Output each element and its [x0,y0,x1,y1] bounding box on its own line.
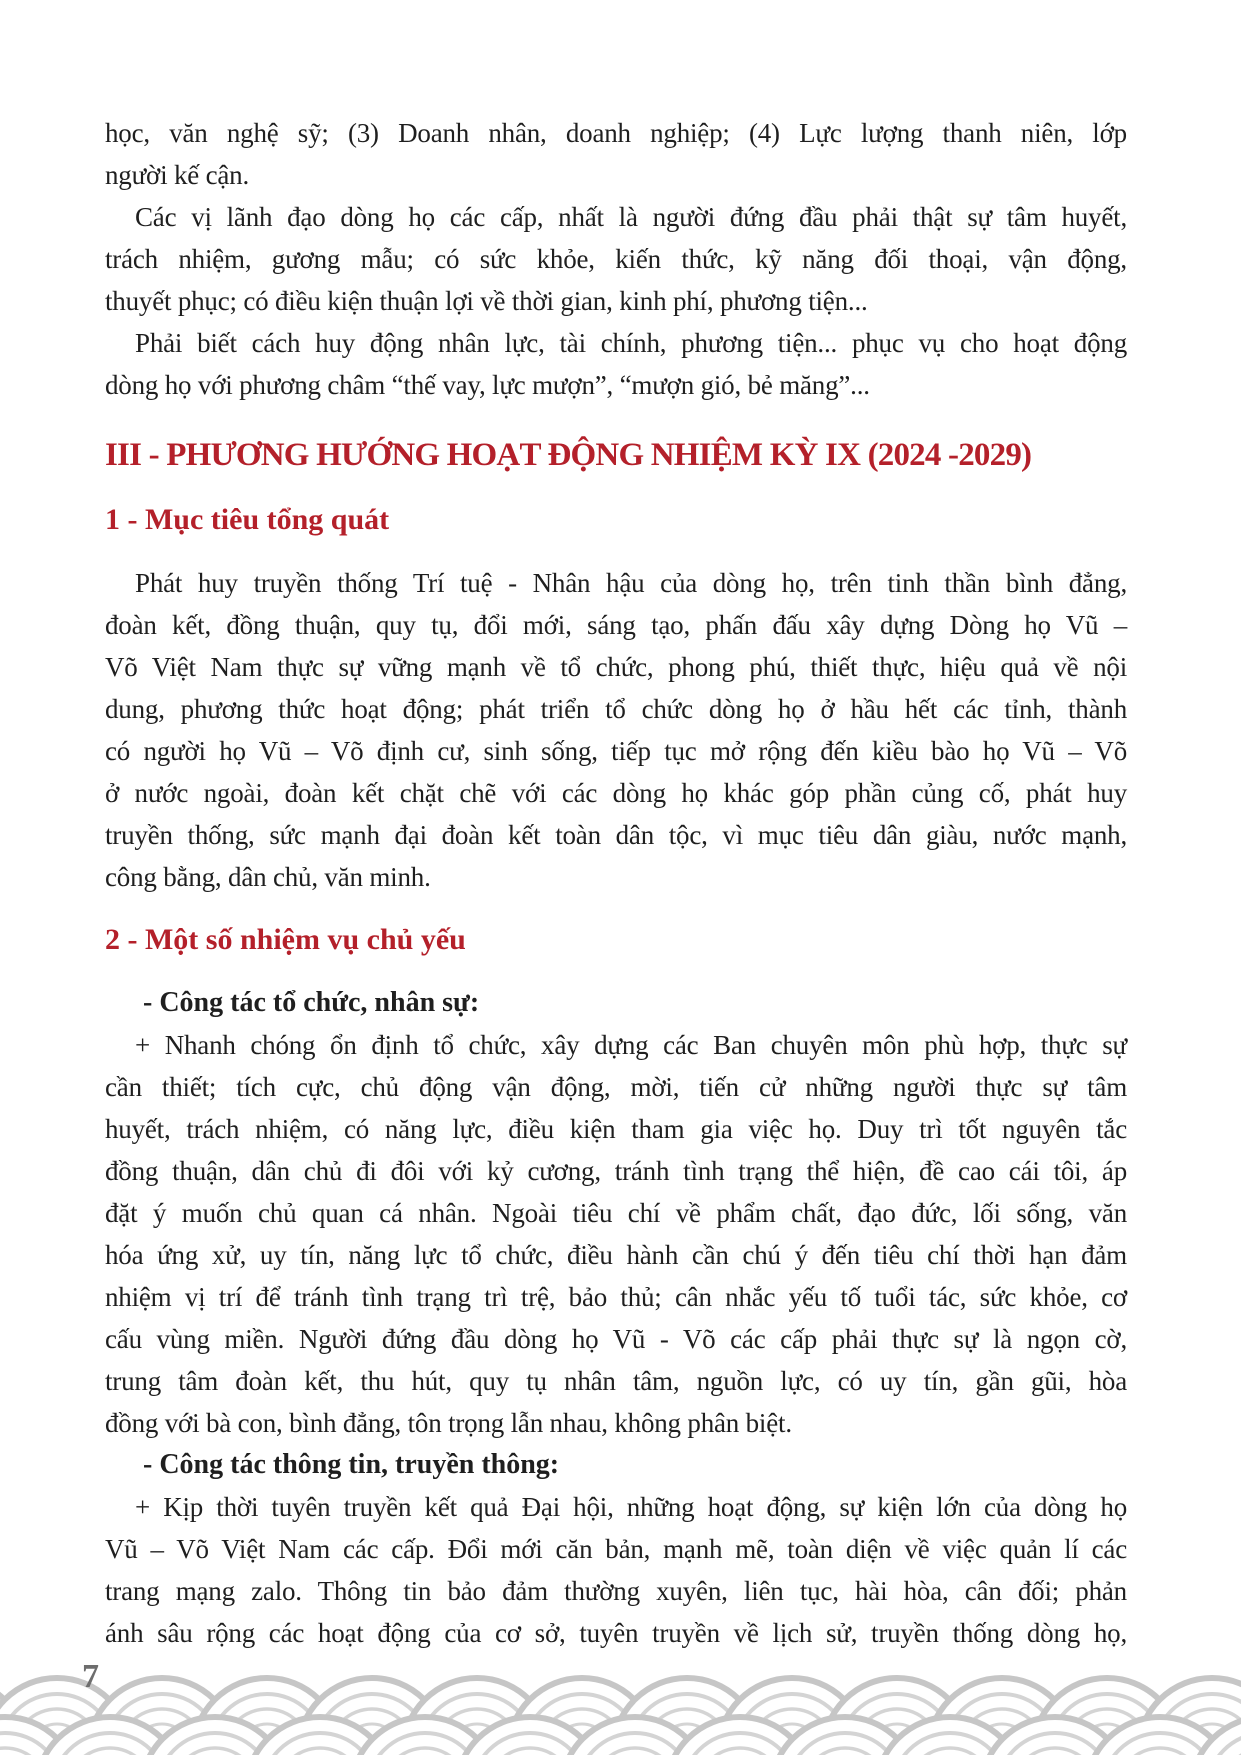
text-line: hóa ứng xử, uy tín, năng lực tổ chức, điều hành cần chú ý đến tiêu chí thời hạn đảm [105,1240,1127,1270]
text-line: cấu vùng miền. Người đứng đầu dòng họ Vũ - Võ các cấp phải thực sự là ngọn cờ, [105,1324,1127,1354]
text-line: học, văn nghệ sỹ; (3) Doanh nhân, doanh nghiệp; (4) Lực lượng thanh niên, lớp [105,118,1127,148]
text-line: người kế cận. [105,160,250,190]
text-line: Phải biết cách huy động nhân lực, tài chính, phương tiện... phục vụ cho hoạt động [135,328,1127,358]
text-line: thuyết phục; có điều kiện thuận lợi về thời gian, kinh phí, phương tiện... [105,286,868,316]
text-line: đồng với bà con, bình đẳng, tôn trọng lẫn nhau, không phân biệt. [105,1408,792,1438]
text-line: Vũ – Võ Việt Nam các cấp. Đổi mới căn bản, mạnh mẽ, toàn diện về việc quản lí các [105,1534,1127,1564]
paragraph [105,196,1127,322]
text-line: ở nước ngoài, đoàn kết chặt chẽ với các dòng họ khác góp phần củng cố, phát huy [105,778,1127,808]
text-line: trung tâm đoàn kết, thu hút, quy tụ nhân tâm, nguồn lực, có uy tín, gần gũi, hòa [105,1366,1127,1396]
wave-pattern-decoration [0,1630,1241,1755]
text-line: đoàn kết, đồng thuận, quy tụ, đổi mới, sáng tạo, phấn đấu xây dựng Dòng họ Vũ – [105,610,1127,640]
text-line: huyết, trách nhiệm, có năng lực, điều kiện tham gia việc họ. Duy trì tốt nguyên tắc [105,1114,1127,1144]
text-line: + Kịp thời tuyên truyền kết quả Đại hội, những hoạt động, sự kiện lớn của dòng họ [135,1492,1127,1522]
text-line: truyền thống, sức mạnh đại đoàn kết toàn dân tộc, vì mục tiêu dân giàu, nước mạnh, [105,820,1127,850]
text-line: nhiệm vị trí để tránh tình trạng trì trệ, bảo thủ; cân nhắc yếu tố tuổi tác, sức khỏe, cơ [105,1282,1127,1312]
paragraph [105,112,1127,196]
paragraph [105,1486,1127,1654]
section-heading: III - PHƯƠNG HƯỚNG HOẠT ĐỘNG NHIỆM KỲ IX (2024 -2029) [105,437,1032,473]
text-line: đặt ý muốn chủ quan cá nhân. Ngoài tiêu chí về phẩm chất, đạo đức, lối sống, văn [105,1198,1127,1228]
text-line: đồng thuận, dân chủ đi đôi với kỷ cương, tránh tình trạng thể hiện, đề cao cái tôi, áp [105,1156,1127,1186]
text-line: cần thiết; tích cực, chủ động vận động, mời, tiến cử những người thực sự tâm [105,1072,1127,1102]
text-line: Võ Việt Nam thực sự vững mạnh về tổ chức, phong phú, thiết thực, hiệu quả về nội [105,652,1127,682]
text-line: Phát huy truyền thống Trí tuệ - Nhân hậu của dòng họ, trên tinh thần bình đẳng, [135,568,1127,598]
bold-run-in-heading: - Công tác thông tin, truyền thông: [143,1449,560,1480]
paragraph [105,562,1127,898]
text-line: dòng họ với phương châm “thế vay, lực mượn”, “mượn gió, bẻ măng”... [105,370,870,400]
subsection-heading: 2 - Một số nhiệm vụ chủ yếu [105,923,466,956]
text-line: ánh sâu rộng các hoạt động của cơ sở, tuyên truyền về lịch sử, truyền thống dòng họ, [105,1618,1127,1648]
text-line: trách nhiệm, gương mẫu; có sức khỏe, kiến thức, kỹ năng đối thoại, vận động, [105,244,1127,274]
text-line: có người họ Vũ – Võ định cư, sinh sống, tiếp tục mở rộng đến kiều bào họ Vũ – Võ [105,736,1127,766]
text-line: dung, phương thức hoạt động; phát triển tổ chức dòng họ ở hầu hết các tỉnh, thành [105,694,1127,724]
subsection-heading: 1 - Mục tiêu tổng quát [105,503,390,536]
paragraph [105,1024,1127,1444]
document-content [105,112,1127,1654]
text-line: công bằng, dân chủ, văn minh. [105,862,431,892]
text-line: + Nhanh chóng ổn định tổ chức, xây dựng các Ban chuyên môn phù hợp, thực sự [135,1030,1127,1060]
text-line: Các vị lãnh đạo dòng họ các cấp, nhất là người đứng đầu phải thật sự tâm huyết, [135,202,1127,232]
paragraph [105,322,1127,406]
page-number: 7 [82,1658,99,1695]
text-line: trang mạng zalo. Thông tin bảo đảm thường xuyên, liên tục, hài hòa, cân đối; phản [105,1576,1127,1606]
bold-run-in-heading: - Công tác tổ chức, nhân sự: [143,987,480,1018]
